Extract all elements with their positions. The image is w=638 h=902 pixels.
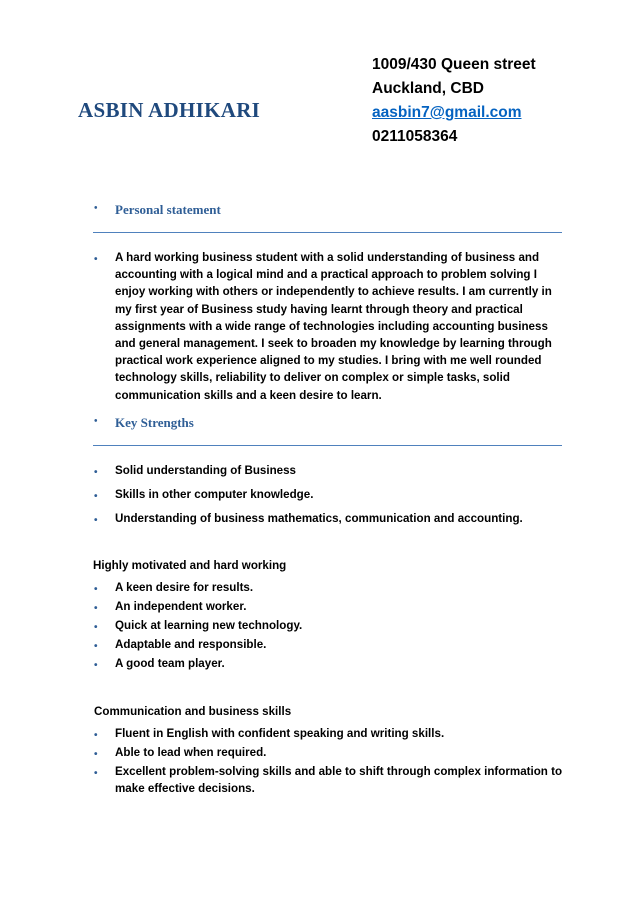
- bullet-icon: •: [94, 254, 98, 265]
- phone-number: 0211058364: [372, 128, 458, 145]
- bullet-icon: •: [94, 730, 98, 741]
- list-item: • Fluent in English with confident speaking and writing skills.: [94, 725, 444, 742]
- applicant-name: ASBIN ADHIKARI: [78, 98, 261, 122]
- subheading-motivated: Highly motivated and hard working: [93, 559, 287, 572]
- personal-statement-item: [94, 249, 565, 404]
- bullet-icon: •: [94, 203, 98, 214]
- list-item: • A good team player.: [94, 655, 225, 672]
- section-heading-key-strengths: • Key Strengths: [94, 415, 194, 430]
- section-heading-personal-statement: • Personal statement: [94, 202, 221, 217]
- bullet-icon: •: [94, 660, 98, 671]
- list-item: • Skills in other computer knowledge.: [94, 486, 313, 503]
- bullet-icon: •: [94, 749, 98, 760]
- list-item: • An independent worker.: [94, 598, 246, 615]
- contact-block: [372, 53, 536, 149]
- address-line-2: Auckland, CBD: [372, 80, 484, 97]
- list-item: • Understanding of business mathematics, communication and accounting.: [94, 510, 523, 527]
- address-line-1: 1009/430 Queen street: [372, 56, 536, 73]
- subheading-communication: Communication and business skills: [94, 705, 292, 718]
- bullet-icon: •: [94, 416, 98, 427]
- bullet-icon: •: [94, 584, 98, 595]
- bullet-icon: •: [94, 467, 98, 478]
- bullet-icon: •: [94, 603, 98, 614]
- bullet-icon: •: [94, 491, 98, 502]
- section-divider: [93, 445, 562, 446]
- bullet-icon: •: [94, 515, 98, 526]
- list-item: • A keen desire for results.: [94, 579, 253, 596]
- list-item: • Solid understanding of Business: [94, 462, 296, 479]
- bullet-icon: •: [94, 768, 98, 779]
- personal-statement-text: A hard working business student with a solid understanding of business and accounting with a logical mind and a practical approach to problem solving I enjoy working with others or independently to achieve results. I am currently in my first year of Business study having learnt through theory and practical assignments with a wide range of technologies including accounting business and general management. I seek to broaden my knowledge by learning through practical work experience aligned to my studies. I bring with me well rounded technology skills, reliability to deliver on complex or simple tasks, solid communication skills and a keen desire to learn.: [115, 251, 552, 402]
- list-item: • Quick at learning new technology.: [94, 617, 302, 634]
- list-item: • Excellent problem-solving skills and able to shift through complex information to make effective decisions.: [94, 765, 563, 796]
- email-link[interactable]: aasbin7@gmail.com: [372, 104, 522, 121]
- section-divider: [93, 232, 562, 233]
- list-item: • Able to lead when required.: [94, 744, 266, 761]
- bullet-icon: •: [94, 641, 98, 652]
- list-item: • Adaptable and responsible.: [94, 636, 266, 653]
- bullet-icon: •: [94, 622, 98, 633]
